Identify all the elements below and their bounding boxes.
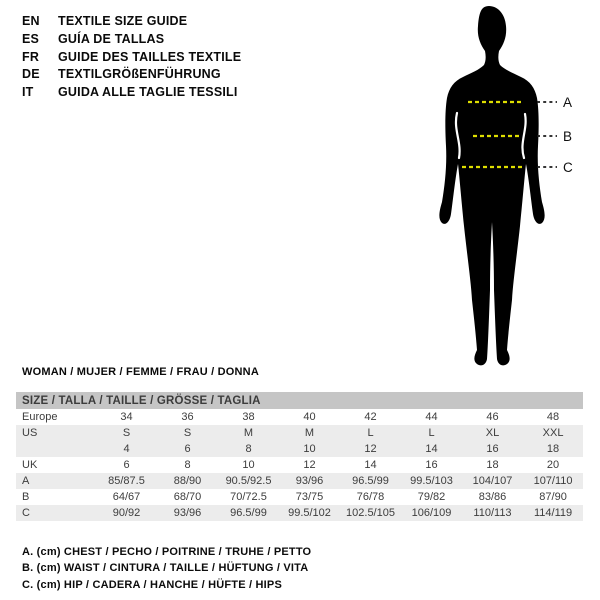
size-cell: 18 — [546, 443, 560, 455]
row-label: Europe — [22, 411, 58, 423]
measure-label-c: C — [563, 160, 573, 175]
size-cell: XXL — [542, 427, 564, 439]
table-row — [16, 489, 583, 505]
size-cell: 6 — [123, 459, 130, 471]
size-cell: 96.5/99 — [352, 475, 389, 487]
language-code: ES — [22, 31, 40, 46]
legend-line: A. (cm) CHEST / PECHO / POITRINE / TRUHE / PETTO — [22, 546, 312, 558]
size-table-body — [16, 409, 583, 521]
size-cell: 99.5/102 — [288, 507, 331, 519]
size-cell: S — [183, 427, 192, 439]
measure-label-b: B — [563, 129, 573, 144]
size-cell: 36 — [181, 411, 194, 423]
woman-silhouette-icon — [439, 6, 544, 365]
size-cell: 64/67 — [112, 491, 141, 503]
language-label: GUÍA DE TALLAS — [58, 31, 165, 46]
size-cell: 73/75 — [295, 491, 324, 503]
size-cell: L — [428, 427, 435, 439]
size-cell: 76/78 — [356, 491, 385, 503]
size-cell: 14 — [364, 459, 377, 471]
table-row — [16, 425, 583, 441]
language-label: GUIDA ALLE TAGLIE TESSILI — [58, 85, 238, 100]
measure-label-a: A — [563, 95, 573, 110]
language-header — [22, 14, 241, 103]
size-cell: 14 — [425, 443, 438, 455]
size-cell: 10 — [242, 459, 255, 471]
size-cell: S — [122, 427, 131, 439]
figure-panel — [408, 0, 600, 378]
table-row — [16, 457, 583, 473]
size-cell: M — [304, 427, 315, 439]
size-table — [16, 392, 583, 521]
table-header-row — [16, 392, 583, 409]
size-cell: 90/92 — [112, 507, 141, 519]
measure-legend — [22, 544, 311, 593]
language-row — [22, 14, 241, 32]
language-code: FR — [22, 49, 40, 64]
size-cell: 34 — [120, 411, 133, 423]
size-cell: 68/70 — [173, 491, 202, 503]
size-cell: 102.5/105 — [346, 507, 395, 519]
size-cell: 38 — [242, 411, 255, 423]
size-cell: 99.5/103 — [410, 475, 453, 487]
size-cell: 8 — [184, 459, 191, 471]
size-cell: XL — [485, 427, 500, 439]
size-cell: 104/107 — [472, 475, 513, 487]
size-cell: 42 — [364, 411, 377, 423]
size-cell: 46 — [486, 411, 499, 423]
table-header-label: SIZE / TALLA / TAILLE / GRÖSSE / TAGLIA — [16, 392, 583, 409]
size-cell: 110/113 — [473, 507, 512, 519]
size-cell: 107/110 — [533, 475, 573, 487]
size-cell: 79/82 — [417, 491, 446, 503]
size-cell: 90.5/92.5 — [225, 475, 272, 487]
size-cell: 4 — [123, 443, 130, 455]
language-code: IT — [22, 85, 34, 100]
language-code: EN — [22, 14, 40, 28]
size-cell: 12 — [303, 459, 316, 471]
size-cell: 10 — [303, 443, 316, 455]
language-label: GUIDE DES TAILLES TEXTILE — [58, 49, 242, 64]
size-cell: 83/86 — [478, 491, 507, 503]
size-cell: M — [243, 427, 254, 439]
size-cell: 8 — [245, 443, 252, 455]
language-row — [22, 85, 241, 103]
table-row — [16, 473, 583, 489]
language-row — [22, 50, 241, 68]
size-cell: 18 — [486, 459, 499, 471]
size-cell: 44 — [425, 411, 438, 423]
size-cell: 87/90 — [539, 491, 567, 503]
language-row — [22, 32, 241, 50]
size-cell: 16 — [425, 459, 438, 471]
size-figure-diagram — [408, 0, 600, 378]
size-cell: 106/109 — [411, 507, 452, 519]
size-cell: 40 — [303, 411, 316, 423]
size-cell: 48 — [546, 411, 560, 423]
language-code: DE — [22, 67, 40, 82]
table-row — [16, 505, 583, 521]
section-title: WOMAN / MUJER / FEMME / FRAU / DONNA — [22, 366, 259, 378]
size-cell: 20 — [546, 459, 560, 471]
row-label — [16, 441, 96, 457]
legend-line: C. (cm) HIP / CADERA / HANCHE / HÜFTE / HIPS — [22, 578, 282, 591]
size-cell: 6 — [184, 443, 191, 455]
language-label: TEXTILGRÖßENFÜHRUNG — [58, 67, 221, 82]
size-cell: 96.5/99 — [230, 507, 267, 519]
size-cell: 88/90 — [173, 475, 202, 487]
size-cell: L — [367, 427, 374, 439]
size-cell: 12 — [364, 443, 377, 455]
row-label: C — [22, 507, 30, 519]
row-label: UK — [22, 459, 38, 471]
size-cell: 93/96 — [295, 475, 324, 487]
language-label: TEXTILE SIZE GUIDE — [58, 14, 188, 28]
row-label: B — [22, 491, 30, 503]
size-cell: 70/72.5 — [230, 491, 267, 503]
language-row — [22, 67, 241, 85]
size-cell: 85/87.5 — [108, 475, 145, 487]
row-label: A — [22, 475, 30, 487]
row-label: US — [22, 427, 38, 439]
table-row — [16, 441, 583, 457]
table-row — [16, 409, 583, 425]
size-cell: 93/96 — [173, 507, 202, 519]
size-cell: 114/119 — [533, 507, 573, 519]
legend-line: B. (cm) WAIST / CINTURA / TAILLE / HÜFTUNG / VITA — [22, 562, 309, 575]
size-cell: 16 — [486, 443, 499, 455]
